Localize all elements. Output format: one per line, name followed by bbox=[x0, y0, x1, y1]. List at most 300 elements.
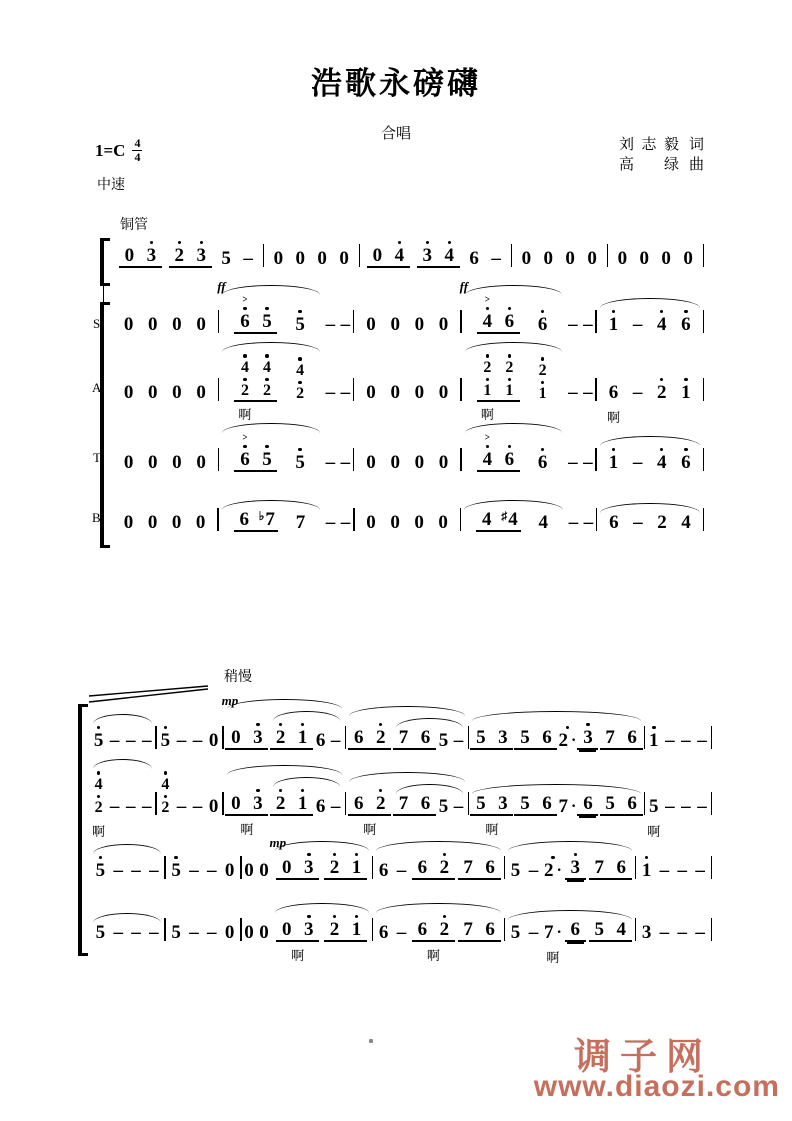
note bbox=[259, 510, 275, 529]
note-digit: – bbox=[453, 796, 464, 817]
slur-arc bbox=[465, 285, 563, 295]
grow bbox=[483, 312, 493, 331]
note-digit: 3 bbox=[146, 245, 157, 266]
rest-note bbox=[412, 453, 427, 472]
grow bbox=[538, 453, 548, 472]
grow bbox=[415, 383, 425, 402]
chordcol bbox=[483, 352, 491, 399]
eighth-beam-group bbox=[600, 794, 643, 816]
dash-note bbox=[146, 861, 161, 880]
octave-dot-above bbox=[333, 853, 337, 857]
rest-note bbox=[145, 513, 160, 532]
note-digit: 6 bbox=[504, 311, 515, 332]
note bbox=[237, 430, 252, 470]
grow bbox=[498, 728, 508, 747]
rest-note bbox=[121, 453, 136, 472]
grow bbox=[609, 453, 619, 472]
dash-note bbox=[675, 923, 690, 942]
dash-note bbox=[328, 797, 343, 816]
measure bbox=[157, 769, 222, 816]
note bbox=[580, 794, 595, 813]
grow bbox=[366, 383, 376, 402]
rest-note bbox=[412, 383, 427, 402]
chordcol bbox=[161, 769, 169, 816]
grow bbox=[415, 453, 425, 472]
slur-arc bbox=[508, 910, 632, 920]
dash-note bbox=[146, 923, 161, 942]
slur-arc bbox=[93, 714, 152, 724]
octave-dot-above bbox=[307, 853, 311, 857]
grow bbox=[559, 731, 577, 750]
octave-dot-above bbox=[333, 915, 337, 919]
grow bbox=[660, 861, 670, 880]
grow bbox=[172, 513, 182, 532]
grow bbox=[124, 383, 134, 402]
note-digit: – bbox=[340, 382, 351, 403]
note bbox=[480, 292, 495, 332]
grow bbox=[418, 920, 428, 939]
octave-dot-above bbox=[298, 381, 302, 385]
grow bbox=[505, 312, 515, 331]
octave-dot-above bbox=[541, 448, 545, 452]
note-digit: – bbox=[109, 796, 120, 817]
note bbox=[237, 292, 252, 332]
note-digit: – bbox=[568, 314, 578, 335]
grow bbox=[678, 861, 688, 880]
grow bbox=[379, 861, 389, 880]
note-digit: 0 bbox=[414, 314, 425, 335]
eighth-beam-group bbox=[393, 794, 436, 816]
note-digit: 5 bbox=[510, 922, 521, 943]
note-digit: 2 bbox=[375, 727, 386, 748]
grow bbox=[330, 920, 340, 939]
accent-mark: > bbox=[484, 430, 490, 443]
grow bbox=[171, 923, 181, 942]
note-digit: 5 bbox=[520, 793, 530, 814]
slur-group bbox=[219, 340, 323, 422]
dash-note bbox=[107, 797, 122, 816]
note bbox=[158, 724, 173, 751]
staff-tenor-1 bbox=[112, 418, 704, 472]
grow bbox=[193, 797, 203, 816]
staff-soprano-1 bbox=[112, 280, 704, 334]
note bbox=[559, 724, 577, 751]
octave-dot-above bbox=[541, 381, 545, 385]
note bbox=[301, 851, 316, 878]
grow bbox=[539, 513, 549, 532]
note bbox=[259, 443, 274, 470]
note-digit: 0 bbox=[148, 382, 158, 403]
grow bbox=[529, 923, 539, 942]
measure bbox=[636, 854, 710, 881]
octave-dot-above bbox=[243, 445, 247, 449]
note-digit: 0 bbox=[224, 860, 235, 881]
grow bbox=[544, 923, 562, 942]
note bbox=[273, 721, 288, 748]
slur-group bbox=[90, 842, 164, 881]
rest-note bbox=[388, 383, 403, 402]
measure bbox=[597, 376, 703, 425]
dash-note bbox=[489, 249, 504, 268]
note bbox=[349, 913, 364, 940]
chord bbox=[158, 769, 173, 816]
octave-dot-above bbox=[508, 307, 512, 311]
grow bbox=[295, 453, 305, 472]
note-digit: – bbox=[695, 922, 705, 943]
grow bbox=[681, 513, 691, 532]
octave-dot-above bbox=[243, 378, 247, 382]
grow bbox=[498, 794, 508, 813]
note-digit: – bbox=[243, 248, 253, 269]
octave-dot-above bbox=[541, 357, 545, 361]
note-digit: – bbox=[340, 512, 351, 533]
chordcol bbox=[505, 352, 513, 399]
note-digit: – bbox=[568, 382, 578, 403]
slur-arc bbox=[222, 342, 320, 352]
rest-note bbox=[193, 513, 208, 532]
grow bbox=[148, 383, 158, 402]
grow bbox=[354, 794, 364, 813]
grow bbox=[649, 731, 659, 750]
note-digit: – bbox=[665, 796, 675, 817]
note-digit: – bbox=[396, 922, 407, 943]
grow bbox=[583, 794, 593, 813]
grow bbox=[617, 920, 627, 939]
measure bbox=[242, 901, 372, 963]
note-digit: – bbox=[665, 730, 675, 751]
choir-bracket-2 bbox=[78, 706, 88, 954]
chord-top-digit: 4 bbox=[94, 775, 103, 793]
slur-group bbox=[221, 692, 345, 751]
note bbox=[502, 443, 517, 470]
rest-note bbox=[436, 453, 451, 472]
lyric-syllable: 啊 bbox=[647, 824, 661, 839]
grow bbox=[341, 383, 351, 402]
slur-group bbox=[90, 911, 164, 942]
octave-dot-above bbox=[486, 354, 490, 358]
dash-note bbox=[107, 731, 122, 750]
note-digit: – bbox=[325, 452, 336, 473]
note-digit: 1 bbox=[351, 857, 362, 878]
lyric-syllable: 啊 bbox=[363, 822, 377, 837]
note-digit: – bbox=[583, 512, 594, 533]
dash-note bbox=[662, 731, 677, 750]
note-digit: – bbox=[176, 796, 187, 817]
dash-note bbox=[566, 513, 581, 532]
dash-note bbox=[580, 315, 595, 334]
dash-note bbox=[678, 797, 693, 816]
grow bbox=[595, 920, 605, 939]
grow bbox=[209, 797, 219, 816]
rest-note bbox=[364, 315, 379, 334]
note-digit: – bbox=[113, 860, 123, 881]
measure bbox=[112, 315, 218, 334]
note-digit: 6 bbox=[353, 727, 364, 748]
slur-arc bbox=[275, 903, 369, 913]
grow bbox=[316, 731, 326, 750]
octave-dot-above bbox=[178, 241, 182, 245]
note-digit: 2 bbox=[174, 245, 185, 266]
note-digit: – bbox=[568, 452, 578, 473]
grow bbox=[366, 315, 376, 334]
measure bbox=[157, 724, 222, 751]
measure bbox=[597, 434, 703, 473]
grow bbox=[440, 920, 450, 939]
note-digit: 6 bbox=[469, 248, 479, 269]
note-digit: 4 bbox=[482, 449, 493, 470]
grow bbox=[142, 731, 152, 750]
tempo-marking-2: 稍慢 bbox=[224, 668, 252, 684]
dash-note bbox=[394, 861, 409, 880]
note-digit: 6 bbox=[570, 919, 581, 940]
measure bbox=[264, 249, 359, 268]
note bbox=[420, 239, 435, 266]
chord-bottom-digit: 2 bbox=[240, 382, 249, 399]
grow bbox=[491, 249, 501, 268]
octave-dot-above bbox=[612, 448, 616, 452]
slur-arc bbox=[600, 298, 700, 308]
grow bbox=[172, 315, 182, 334]
grow bbox=[657, 453, 667, 472]
note-digit: 0 bbox=[521, 248, 532, 269]
note-digit: 3 bbox=[304, 857, 314, 878]
voice-label-a: A bbox=[92, 380, 102, 395]
grow bbox=[331, 797, 341, 816]
grow bbox=[240, 450, 250, 469]
grow bbox=[259, 510, 275, 529]
eighth-beam-group bbox=[234, 430, 277, 473]
grow bbox=[189, 923, 199, 942]
grow bbox=[695, 861, 705, 880]
chord-bottom-digit: 1 bbox=[505, 382, 514, 399]
note-digit: 6 bbox=[583, 793, 593, 814]
measure bbox=[373, 901, 503, 963]
dash-note bbox=[630, 453, 645, 472]
augmentation-dot: · bbox=[571, 797, 577, 815]
octave-dot-above bbox=[652, 726, 656, 730]
note-digit: 6 bbox=[504, 449, 515, 470]
note-digit: 6 bbox=[315, 730, 326, 751]
note-digit: 5 bbox=[160, 730, 171, 751]
note-digit: 3 bbox=[498, 793, 508, 814]
chordcol bbox=[539, 355, 547, 402]
note-digit: 7 bbox=[265, 509, 275, 530]
dash-note bbox=[338, 315, 353, 334]
dash-note bbox=[693, 923, 708, 942]
slur-group bbox=[269, 834, 372, 881]
note bbox=[259, 305, 274, 332]
grow bbox=[243, 249, 253, 268]
dash-note bbox=[123, 797, 138, 816]
note-digit: – bbox=[142, 796, 152, 817]
note-digit: 5 bbox=[95, 922, 106, 943]
chord bbox=[502, 352, 517, 399]
dash-note bbox=[630, 315, 645, 334]
note-digit: 0 bbox=[366, 452, 376, 473]
sixteenth-beam-group bbox=[565, 851, 586, 881]
note-digit: 6 bbox=[485, 919, 495, 940]
grow bbox=[304, 920, 314, 939]
grow bbox=[633, 383, 643, 402]
note-digit: 0 bbox=[438, 452, 449, 473]
lyric-syllable: 啊 bbox=[291, 948, 305, 963]
note-digit: – bbox=[659, 922, 670, 943]
eighth-beam-group bbox=[600, 728, 643, 750]
note-digit: 7 bbox=[463, 857, 473, 878]
chordcol bbox=[296, 355, 304, 402]
note-digit: 0 bbox=[244, 922, 254, 943]
rest-note bbox=[121, 315, 136, 334]
grow bbox=[177, 731, 187, 750]
grow bbox=[197, 246, 207, 265]
note-digit: 5 bbox=[476, 727, 486, 748]
grow bbox=[244, 923, 254, 942]
chord-top-digit: 2 bbox=[483, 358, 492, 376]
grow bbox=[352, 858, 362, 877]
note-digit: 6 bbox=[420, 793, 431, 814]
note bbox=[479, 510, 494, 529]
eighth-beam-group bbox=[119, 239, 162, 269]
rest-note bbox=[279, 920, 294, 939]
composer-name: 高 绿 bbox=[618, 156, 679, 173]
measure bbox=[355, 513, 460, 532]
grow bbox=[571, 858, 581, 877]
dash-note bbox=[323, 315, 338, 334]
chord-top-digit: 4 bbox=[240, 358, 249, 376]
note-digit: 6 bbox=[681, 314, 691, 335]
grow bbox=[196, 315, 206, 334]
note-digit: – bbox=[330, 796, 341, 817]
note-digit: 0 bbox=[196, 314, 206, 335]
note-digit: – bbox=[633, 512, 643, 533]
note-digit: 0 bbox=[123, 512, 134, 533]
grow bbox=[148, 453, 158, 472]
octave-dot-above bbox=[265, 445, 269, 449]
rest-note bbox=[242, 923, 257, 942]
final-barline bbox=[703, 508, 705, 531]
note-digit: 3 bbox=[196, 245, 207, 266]
note-digit: – bbox=[113, 922, 123, 943]
lyricist-name: 刘志毅 bbox=[618, 136, 679, 153]
grow bbox=[207, 923, 217, 942]
note-digit: 0 bbox=[123, 314, 134, 335]
grow bbox=[569, 513, 579, 532]
note-digit: 7 bbox=[398, 793, 409, 814]
rest-note bbox=[121, 513, 136, 532]
note-digit: 6 bbox=[608, 382, 619, 403]
note-digit: 4 bbox=[656, 314, 667, 335]
octave-dot-above bbox=[574, 853, 578, 857]
note bbox=[144, 239, 159, 266]
dash-note bbox=[565, 453, 580, 472]
note-digit: – bbox=[340, 452, 351, 473]
lyric-syllable: 啊 bbox=[238, 407, 252, 422]
dash-note bbox=[526, 861, 541, 880]
chordcol bbox=[263, 352, 271, 399]
note bbox=[517, 728, 532, 747]
grow bbox=[584, 513, 594, 532]
slur-arc bbox=[222, 285, 320, 295]
dash-note bbox=[139, 731, 154, 750]
grow bbox=[239, 510, 249, 529]
chord bbox=[293, 355, 308, 402]
grow bbox=[445, 246, 455, 265]
grow bbox=[231, 728, 241, 747]
measure bbox=[219, 498, 353, 532]
note bbox=[606, 446, 621, 473]
note-digit: – bbox=[681, 730, 691, 751]
eighth-beam-group bbox=[589, 920, 632, 942]
chordcol bbox=[241, 352, 249, 399]
note-digit: 7 bbox=[558, 796, 569, 817]
note-digit: 6 bbox=[485, 857, 495, 878]
grow bbox=[276, 728, 286, 747]
note-digit: 0 bbox=[282, 919, 292, 940]
grow bbox=[454, 731, 464, 750]
grow bbox=[463, 858, 473, 877]
rest-note bbox=[337, 249, 352, 268]
final-barline bbox=[711, 918, 713, 941]
grow bbox=[665, 731, 675, 750]
chordcol bbox=[95, 769, 103, 816]
note-digit: – bbox=[125, 796, 136, 817]
note bbox=[678, 376, 693, 403]
note-digit: – bbox=[697, 796, 707, 817]
slur-arc bbox=[465, 423, 563, 433]
note-digit: – bbox=[453, 730, 464, 751]
print-artifact-dot bbox=[369, 1039, 373, 1043]
eighth-beam-group bbox=[348, 787, 391, 837]
note bbox=[535, 308, 550, 335]
note bbox=[606, 308, 621, 335]
lyric-syllable: 啊 bbox=[92, 824, 106, 839]
grow bbox=[439, 453, 449, 472]
eighth-beam-group bbox=[234, 292, 277, 335]
note-digit: – bbox=[176, 730, 187, 751]
grow bbox=[482, 510, 492, 529]
grow bbox=[568, 315, 578, 334]
note-digit: 6 bbox=[537, 314, 548, 335]
slur-group bbox=[505, 839, 635, 881]
key-label: 1=C bbox=[95, 140, 126, 160]
grow bbox=[177, 797, 187, 816]
octave-dot-above bbox=[298, 310, 302, 314]
lyric-syllable: 啊 bbox=[480, 407, 494, 422]
grow bbox=[587, 249, 597, 268]
measure bbox=[462, 421, 596, 473]
note-digit: 6 bbox=[542, 793, 552, 814]
measure bbox=[217, 278, 353, 335]
slur-arc bbox=[349, 772, 464, 782]
note bbox=[351, 794, 366, 813]
note bbox=[473, 794, 488, 813]
note-digit: 0 bbox=[259, 860, 269, 881]
accent-mark: > bbox=[484, 292, 490, 305]
dash-note bbox=[129, 861, 144, 880]
note-digit: 5 bbox=[295, 452, 305, 473]
note bbox=[592, 920, 607, 939]
note-digit: – bbox=[207, 922, 217, 943]
dash-note bbox=[111, 861, 126, 880]
grow bbox=[476, 794, 486, 813]
measure bbox=[112, 513, 217, 532]
note bbox=[436, 731, 451, 750]
note-digit: 1 bbox=[608, 314, 619, 335]
note-digit: 5 bbox=[520, 727, 530, 748]
note-digit: 0 bbox=[195, 512, 206, 533]
grow bbox=[617, 858, 627, 877]
measure bbox=[346, 770, 467, 837]
